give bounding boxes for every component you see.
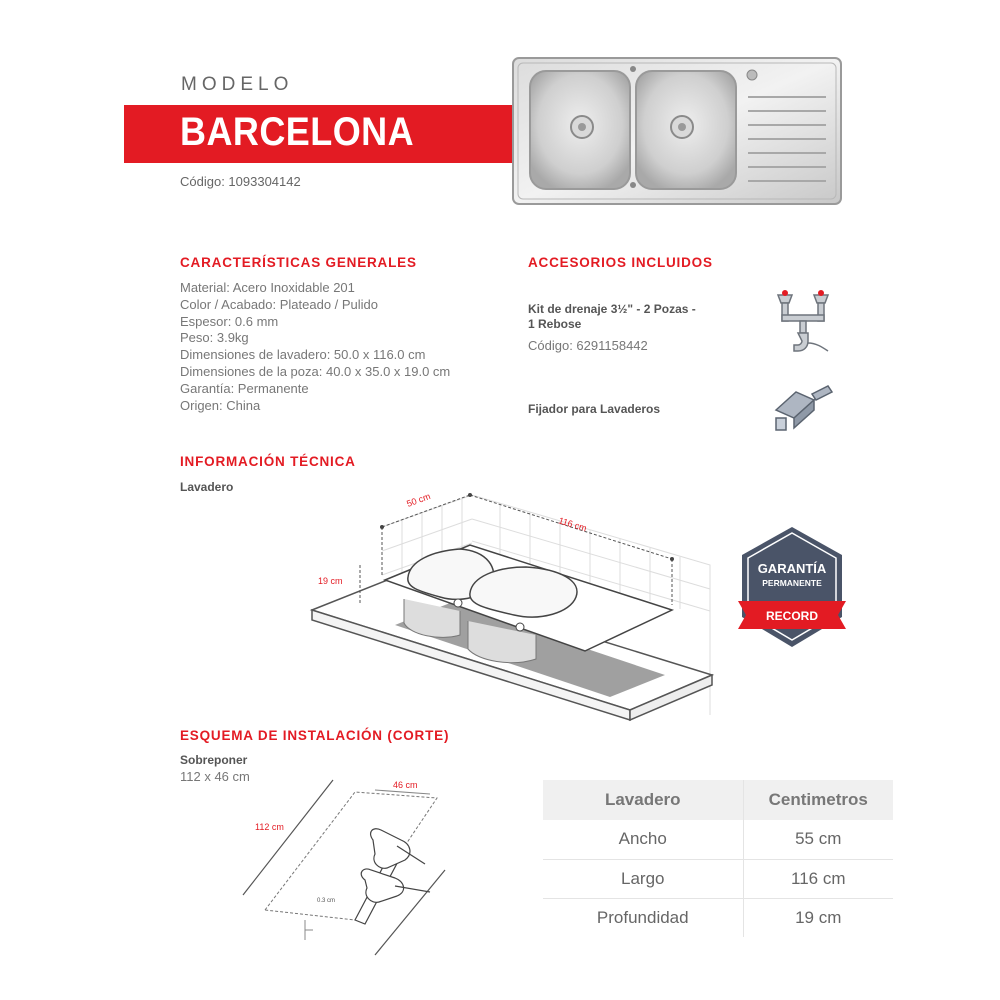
feature-thickness: Espesor: 0.6 mm xyxy=(180,313,279,329)
installation-title: ESQUEMA DE INSTALACIÓN (CORTE) xyxy=(180,728,450,743)
hands-measuring-icon xyxy=(355,829,430,924)
table-cell-label: Largo xyxy=(543,859,743,898)
feature-bowl-dimensions: Dimensiones de la poza: 40.0 x 35.0 x 19.0 cm xyxy=(180,363,451,379)
dimensions-table xyxy=(543,780,893,937)
badge-line2: PERMANENTE xyxy=(762,578,822,588)
accessories-title: ACCESORIOS INCLUIDOS xyxy=(528,255,713,270)
feature-warranty: Garantía: Permanente xyxy=(180,380,309,396)
table-header-centimetros: Centimetros xyxy=(743,780,893,820)
technical-subtitle: Lavadero xyxy=(180,480,234,494)
model-name: BARCELONA xyxy=(180,110,415,154)
table-row xyxy=(543,859,893,898)
table-cell-value: 19 cm xyxy=(795,907,842,927)
features-title: CARACTERÍSTICAS GENERALES xyxy=(180,255,417,270)
feature-origin: Origen: China xyxy=(180,397,261,413)
table-cell-value: 116 cm xyxy=(743,859,893,898)
dim-length-label: 116 cm xyxy=(557,515,588,534)
dim-width-label: 50 cm xyxy=(405,491,432,509)
technical-title: INFORMACIÓN TÉCNICA xyxy=(180,454,356,469)
install-dim-edge: 0.3 cm xyxy=(317,898,336,904)
installation-diagram xyxy=(225,770,460,960)
product-code: Código: 1093304142 xyxy=(180,174,301,189)
accessory-clamp-name: Fijador para Lavaderos xyxy=(528,402,661,416)
badge-ribbon-text: RECORD xyxy=(765,609,819,623)
table-row xyxy=(543,898,893,937)
sink-clamp-icon xyxy=(768,380,838,436)
feature-material: Material: Acero Inoxidable 201 xyxy=(180,280,355,295)
table-cell-value: 55 cm xyxy=(743,820,893,859)
installation-subtitle: Sobreponer xyxy=(180,753,248,767)
table-header-lavadero: Lavadero xyxy=(543,780,743,820)
dim-depth-label: 19 cm xyxy=(318,576,343,586)
table-cell-label: Profundidad xyxy=(543,898,743,937)
table-row xyxy=(543,820,893,859)
install-dim-width: 46 cm xyxy=(393,780,418,790)
install-dim-length: 112 cm xyxy=(255,822,284,832)
accessory-drain-kit-name: Kit de drenaje 3½" - 2 Pozas - 1 Rebose xyxy=(528,302,696,331)
warranty-badge xyxy=(738,525,846,650)
sink-isometric-diagram xyxy=(300,485,730,730)
features-list xyxy=(180,280,450,414)
installation-size: 112 x 46 cm xyxy=(180,769,250,784)
table-cell-label: Ancho xyxy=(543,820,743,859)
accessory-drain-kit-code: Código: 6291158442 xyxy=(528,338,648,353)
drain-kit-icon xyxy=(768,285,840,363)
feature-weight: Peso: 3.9kg xyxy=(180,330,249,346)
badge-line1: GARANTÍA xyxy=(757,561,827,576)
sink-product-image xyxy=(512,57,842,205)
model-label: MODELO xyxy=(181,74,294,95)
feature-color: Color / Acabado: Plateado / Pulido xyxy=(180,296,379,312)
feature-sink-dimensions: Dimensiones de lavadero: 50.0 x 116.0 cm xyxy=(180,347,426,363)
